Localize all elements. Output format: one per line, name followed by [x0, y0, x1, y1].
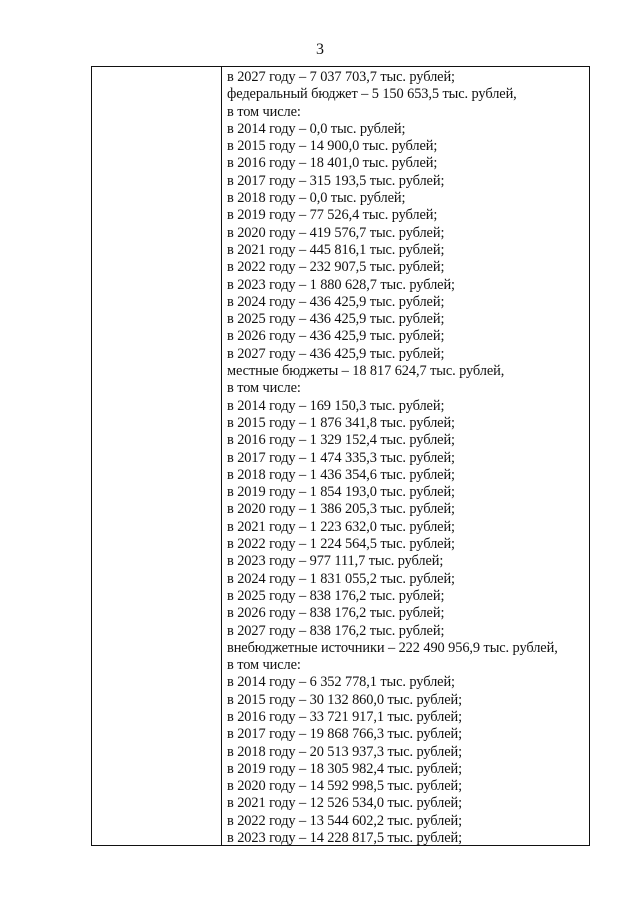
text-line: в 2014 году – 6 352 778,1 тыс. рублей; [227, 674, 455, 691]
text-line: в 2023 году – 14 228 817,5 тыс. рублей; [227, 830, 463, 845]
text-line: в 2020 году – 1 386 205,3 тыс. рублей; [227, 501, 455, 518]
text-line: в 2014 году – 0,0 тыс. рублей; [227, 120, 406, 137]
text-line: в 2018 году – 1 436 354,6 тыс. рублей; [227, 466, 455, 483]
text-line: в 2018 году – 20 513 937,3 тыс. рублей; [227, 743, 463, 760]
text-line: в 2024 году – 436 425,9 тыс. рублей; [227, 293, 445, 310]
text-line: в 2025 году – 436 425,9 тыс. рублей; [227, 311, 445, 328]
text-line: в 2026 году – 436 425,9 тыс. рублей; [227, 328, 445, 345]
text-line: в 2027 году – 7 037 703,7 тыс. рублей; [227, 69, 455, 85]
text-line: в 2019 году – 18 305 982,4 тыс. рублей; [227, 760, 463, 777]
text-line: в 2027 году – 436 425,9 тыс. рублей; [227, 345, 445, 362]
text-line: в 2017 году – 1 474 335,3 тыс. рублей; [227, 449, 455, 466]
text-line: в 2017 году – 19 868 766,3 тыс. рублей; [227, 726, 463, 743]
text-line: в 2023 году – 1 880 628,7 тыс. рублей; [227, 276, 455, 293]
text-line: в 2022 году – 232 907,5 тыс. рублей; [227, 259, 445, 276]
text-line: в том числе: [227, 657, 301, 674]
text-line: в 2016 году – 1 329 152,4 тыс. рублей; [227, 432, 455, 449]
table-left-cell [92, 67, 222, 845]
text-line: в 2025 году – 838 176,2 тыс. рублей; [227, 587, 445, 604]
text-line: в 2027 году – 838 176,2 тыс. рублей; [227, 622, 445, 639]
text-line: в 2016 году – 18 401,0 тыс. рублей; [227, 155, 438, 172]
text-line: федеральный бюджет – 5 150 653,5 тыс. рублей, [227, 86, 517, 103]
text-line: местные бюджеты – 18 817 624,7 тыс. рублей, [227, 363, 505, 380]
text-line: в 2023 году – 977 111,7 тыс. рублей; [227, 553, 444, 570]
page-number: 3 [316, 41, 324, 58]
text-line: в 2019 году – 1 854 193,0 тыс. рублей; [227, 484, 455, 501]
text-line: в 2018 году – 0,0 тыс. рублей; [227, 190, 406, 207]
text-line: в 2021 году – 1 223 632,0 тыс. рублей; [227, 518, 455, 535]
text-line: внебюджетные источники – 222 490 956,9 тыс. рублей, [227, 639, 558, 656]
text-line: в 2015 году – 30 132 860,0 тыс. рублей; [227, 691, 463, 708]
text-line: в 2019 году – 77 526,4 тыс. рублей; [227, 207, 438, 224]
text-line: в 2015 году – 14 900,0 тыс. рублей; [227, 138, 438, 155]
text-line: в 2014 году – 169 150,3 тыс. рублей; [227, 397, 445, 414]
text-line: в том числе: [227, 103, 301, 120]
text-line: в 2015 году – 1 876 341,8 тыс. рублей; [227, 414, 455, 431]
text-line: в 2026 году – 838 176,2 тыс. рублей; [227, 605, 445, 622]
text-line: в 2024 году – 1 831 055,2 тыс. рублей; [227, 570, 455, 587]
text-line: в 2021 году – 445 816,1 тыс. рублей; [227, 241, 445, 258]
text-line: в 2021 году – 12 526 534,0 тыс. рублей; [227, 795, 463, 812]
text-line: в 2020 году – 419 576,7 тыс. рублей; [227, 224, 445, 241]
text-line: в том числе: [227, 380, 301, 397]
table-right-cell [222, 67, 589, 845]
text-line: в 2020 году – 14 592 998,5 тыс. рублей; [227, 778, 463, 795]
text-line: в 2016 году – 33 721 917,1 тыс. рублей; [227, 708, 463, 725]
text-line: в 2017 году – 315 193,5 тыс. рублей; [227, 172, 445, 189]
document-table [91, 66, 590, 846]
text-line: в 2022 году – 1 224 564,5 тыс. рублей; [227, 536, 455, 553]
text-line: в 2022 году – 13 544 602,2 тыс. рублей; [227, 812, 463, 829]
